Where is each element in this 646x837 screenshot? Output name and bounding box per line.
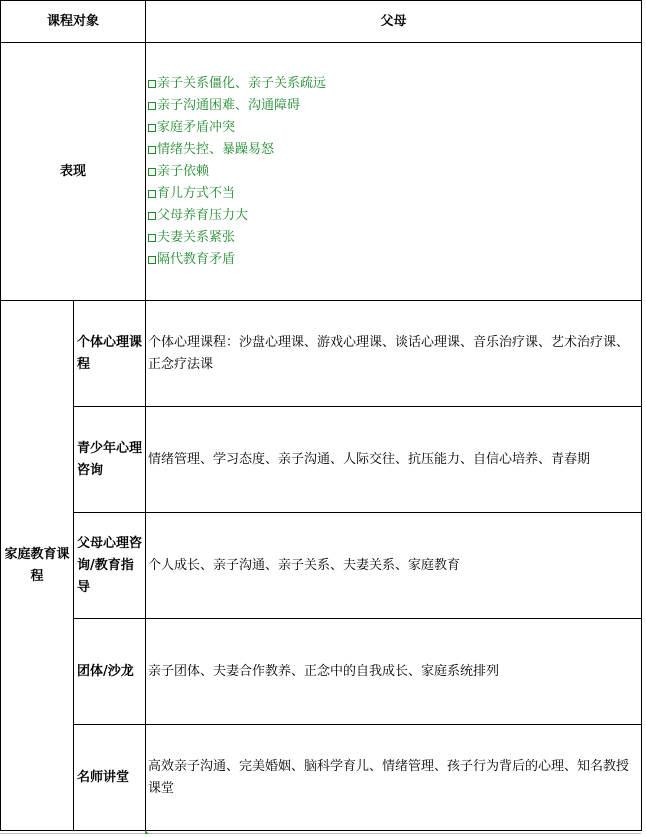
family-course-label: 家庭教育课程 [1, 301, 74, 831]
performance-label: 表现 [1, 43, 146, 301]
table-row [1, 619, 642, 725]
performance-item: 亲子关系僵化、亲子关系疏远 [157, 75, 327, 91]
performance-item: 情绪失控、暴躁易怒 [157, 141, 275, 157]
course-content: 个体心理课程：沙盘心理课、游戏心理课、谈话心理课、音乐治疗课、艺术治疗课、正念疗法课 [146, 301, 642, 407]
course-name: 名师讲堂 [74, 725, 146, 831]
course-content: 个人成长、亲子沟通、亲子关系、夫妻关系、家庭教育 [146, 513, 642, 619]
performance-item: 亲子依赖 [157, 163, 210, 179]
performance-list [146, 73, 641, 271]
performance-item: 亲子沟通困难、沟通障碍 [157, 97, 301, 113]
course-name: 团体/沙龙 [74, 619, 146, 725]
sheet-bottom-divider [0, 833, 641, 834]
checkbox-square-icon [148, 102, 156, 110]
checkbox-square-icon [148, 234, 156, 242]
performance-list-cell [146, 43, 642, 301]
performance-row [1, 43, 642, 301]
course-content: 亲子团体、夫妻合作教养、正念中的自我成长、家庭系统排列 [146, 619, 642, 725]
list-item [148, 183, 641, 205]
course-content: 高效亲子沟通、完美婚姻、脑科学育儿、情绪管理、孩子行为背后的心理、知名教授课堂 [146, 725, 642, 831]
table-row [1, 301, 642, 407]
list-item [148, 205, 641, 227]
course-content: 情绪管理、学习态度、亲子沟通、人际交往、抗压能力、自信心培养、青春期 [146, 407, 642, 513]
checkbox-square-icon [148, 124, 156, 132]
checkbox-square-icon [148, 212, 156, 220]
list-item [148, 249, 641, 271]
course-name: 个体心理课程 [74, 301, 146, 407]
performance-item: 夫妻关系紧张 [157, 229, 236, 245]
checkbox-square-icon [148, 80, 156, 88]
performance-item: 育儿方式不当 [157, 185, 236, 201]
list-item [148, 139, 641, 161]
table-row [1, 725, 642, 831]
cell-comment-marker-icon [145, 830, 149, 834]
performance-item: 隔代教育矛盾 [157, 251, 236, 267]
checkbox-square-icon [148, 256, 156, 264]
performance-item: 父母养育压力大 [157, 207, 249, 223]
list-item [148, 95, 641, 117]
list-item [148, 161, 641, 183]
target-header: 父母 [146, 1, 642, 43]
checkbox-square-icon [148, 168, 156, 176]
header-row [1, 1, 642, 43]
list-item [148, 117, 641, 139]
course-name: 青少年心理咨询 [74, 407, 146, 513]
checkbox-square-icon [148, 146, 156, 154]
list-item [148, 227, 641, 249]
checkbox-square-icon [148, 190, 156, 198]
performance-item: 家庭矛盾冲突 [157, 119, 236, 135]
list-item [148, 73, 641, 95]
table-row [1, 407, 642, 513]
course-name: 父母心理咨询/教育指导 [74, 513, 146, 619]
table-row [1, 513, 642, 619]
course-object-header: 课程对象 [1, 1, 146, 43]
